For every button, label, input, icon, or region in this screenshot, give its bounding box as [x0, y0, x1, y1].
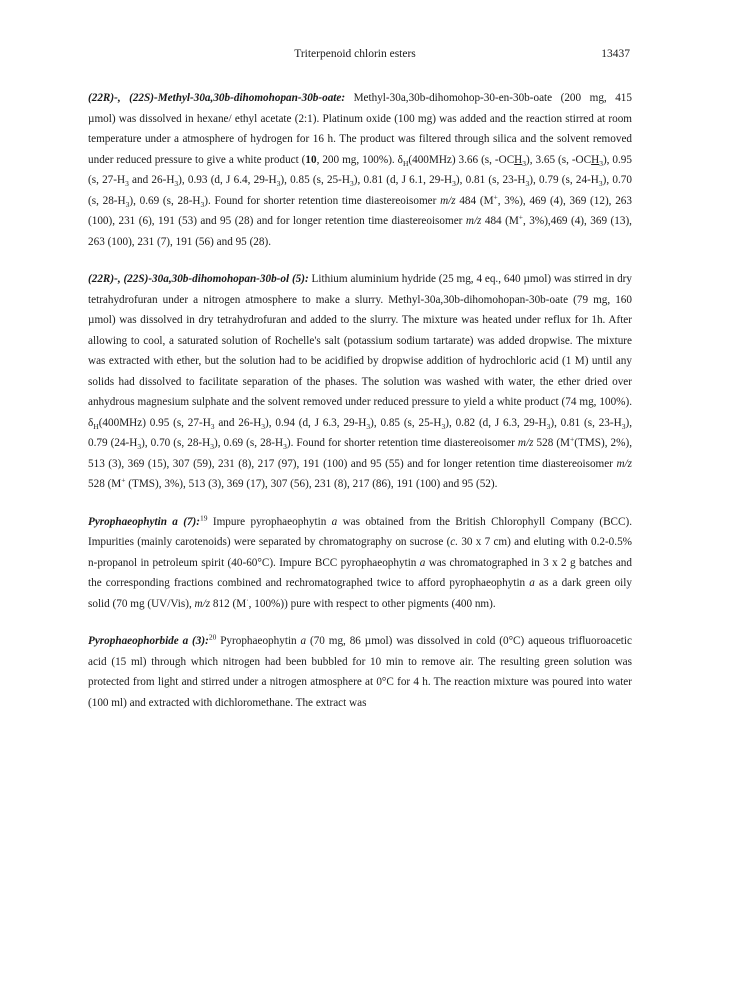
paragraph-text: ), 0.82 (d, J 6.3, 29-H — [445, 416, 547, 429]
paragraph-text: , 3%), 469 (4), 369 (12), 263 (100), 231 (6), 191 (53) and 95 (28) and for longer retention time diastereoisomer — [88, 194, 632, 227]
paragraph-text: ), 0.94 (d, J 6.3, 29-H — [265, 416, 367, 429]
subscript: 3 — [283, 442, 287, 452]
compound-number: 10 — [305, 153, 317, 166]
paragraph-text: Methyl-30a,30b-dihomohop-30-en-30b-oate (200 mg, 415 µmol) was dissolved in hexane/ ethyl acetate (2:1). Platinum oxide (100 mg) was added and the reaction stirred at room temperature under a atmosphere of hydrogen for 16 h. The product was filtered through silica and the solvent removed under reduced pressure to give a white product ( — [88, 92, 632, 166]
paragraph-pyrophaeophytin — [88, 512, 632, 615]
paragraph-text: Impure pyrophaeophytin — [207, 515, 332, 528]
paragraph-text: ), 0.95 (s, 27-H — [88, 153, 632, 186]
subscript: 3 — [174, 179, 179, 189]
paragraph-text: , 3%),469 (4), 369 (13), 263 (100), 231 (7), 191 (56) and 95 (28). — [88, 215, 632, 248]
reference-number: 20 — [208, 632, 217, 642]
paragraph-text: (400MHz) 0.95 (s, 27-H — [98, 416, 211, 429]
paragraph-methyl-dihomohopanoate — [88, 88, 632, 252]
superscript: + — [121, 475, 126, 485]
subscript: 3 — [366, 421, 371, 431]
superscript: + — [570, 434, 575, 444]
italic-text: a — [300, 635, 307, 647]
mz-label: m/z — [616, 457, 632, 470]
subscript: 3 — [546, 421, 551, 431]
paragraph-text: ), 0.69 (s, 28-H — [213, 437, 284, 449]
subscript: 3 — [621, 421, 626, 431]
page-number: 13437 — [601, 48, 630, 60]
compound-heading: Pyrophaeophytin a (7): — [88, 515, 200, 528]
superscript: · — [246, 594, 249, 604]
paragraph-text: 484 (M — [455, 194, 494, 207]
italic-text: c. — [450, 536, 459, 548]
paragraph-text: was chromatographed in 3 x 2 g batches and the corresponding fractions combined and rechromatographed twice to afford pyrophaeophytin — [88, 556, 632, 589]
paragraph-dihomohopanol — [88, 269, 632, 495]
paragraph-text: ), 0.93 (d, J 6.4, 29-H — [178, 174, 277, 186]
subscript: H — [93, 421, 99, 431]
subscript: 3 — [522, 158, 527, 168]
italic-text: a — [529, 577, 535, 589]
running-head — [80, 48, 630, 64]
paragraph-text: ), 0.81 (s, 23-H — [550, 416, 622, 429]
italic-text: a — [419, 556, 426, 569]
subscript: 3 — [125, 179, 129, 189]
subscript: 3 — [200, 199, 205, 209]
paragraph-text: ), 3.65 (s, -OC — [526, 153, 592, 166]
paragraph-text: and 26-H — [128, 174, 175, 186]
subscript: 3 — [276, 179, 281, 189]
paragraph-text: Lithium aluminium hydride (25 mg, 4 eq., 640 µmol) was stirred in dry tetrahydrofuran under a nitrogen atmosphere to make a slurry. Methyl-30a,30b-dihomohopan-30b-oate (79 mg, 160 µmol) was dissolved in dry tetrahydrofuran and added to the slurry. The mixture was heated under reflux for 1h. After allowing to cool, a saturated solution of Rochelle's salt (potassium sodium tartarate) was added dropwise. The mixture was extracted with ether, but the solution had to be acidified by dropwise addition of hydrochloric acid (1 M) until any solids had dissolved to facilitate separation of the phases. The solution was washed with water, the ether dried over anhydrous magnesium sulphate and the solvent removed under reduced pressure to yield a white product (74 mg, 100%). δ — [88, 273, 632, 429]
paragraph-text: , 200 mg, 100%). δ — [316, 153, 403, 166]
mz-label: m/z — [194, 597, 211, 610]
subscript: 3 — [525, 179, 530, 189]
paragraph-text: 30 x 7 cm) and eluting with 0.2-0.5% n-propanol in petroleum spirit (40-60°C). Impure BCC pyrophaeophytin — [88, 536, 632, 569]
paragraph-text: ), 0.85 (s, 25-H — [370, 416, 442, 429]
paragraph-text: (70 mg, 86 µmol) was dissolved in cold (0°C) aqueous trifluoroacetic acid (15 ml) through which nitrogen had been bubbled for 10 min to remove air. The resulting green solution was protected from light and stirred under a nitrogen atmosphere at 0°C for 4 h. The reaction mixture was poured into water (100 ml) and extracted with dichloromethane. The extract was — [88, 635, 632, 709]
paragraph-text: was obtained from the British Chlorophyll Company (BCC). Impurities (mainly carotenoids) were separated by chromatography on sucrose ( — [88, 515, 632, 548]
underlined-text: H — [591, 153, 600, 166]
subscript: 3 — [599, 158, 603, 168]
paragraph-text: as a dark green oily solid (70 mg (UV/Vis), — [88, 577, 632, 610]
paragraph-text: , 100%)) pure with respect to other pigments (400 nm). — [248, 597, 496, 610]
paragraph-text: ), 0.79 (24-H — [88, 416, 632, 449]
subscript: H — [402, 158, 409, 168]
paragraph-text: ), 0.70 (s, 28-H — [88, 174, 632, 207]
paragraph-text: ). Found for shorter retention time diastereoisomer — [286, 437, 518, 449]
paragraph-text: (TMS), 3%), 513 (3), 369 (17), 307 (56), 231 (8), 217 (86), 191 (100) and 95 (52). — [125, 478, 498, 490]
superscript: + — [493, 191, 498, 201]
paragraph-text: ), 0.79 (s, 24-H — [529, 174, 599, 186]
subscript: 3 — [137, 442, 142, 452]
paragraph-text: (400MHz) 3.66 (s, -OC — [408, 153, 515, 166]
subscript: 3 — [210, 442, 214, 452]
paragraph-text: ), 0.70 (s, 28-H — [141, 437, 211, 449]
subscript: 3 — [210, 421, 215, 431]
mz-label: m/z — [440, 194, 456, 207]
paragraph-text: ), 0.69 (s, 28-H — [129, 194, 201, 207]
subscript: 3 — [349, 179, 354, 189]
subscript: 3 — [598, 179, 603, 189]
paragraph-text: (TMS), 2%), 513 (3), 369 (15), 307 (59), 231 (8), 217 (97), 191 (100) and 95 (55) and for longer retention time diastereoisomer — [88, 437, 632, 470]
paragraph-pyrophaeophorbide — [88, 631, 632, 713]
paragraph-text: Pyrophaeophytin — [216, 635, 301, 647]
compound-heading: (22R)-, (22S)-30a,30b-dihomohopan-30b-ol (5): — [88, 273, 309, 285]
paragraph-text: 528 (M — [533, 437, 571, 449]
paragraph-text: 484 (M — [481, 215, 519, 227]
mz-label: m/z — [517, 437, 534, 449]
article-body — [88, 88, 632, 730]
superscript: + — [518, 212, 524, 222]
paragraph-text: ). Found for shorter retention time diastereoisomer — [204, 194, 441, 207]
subscript: 3 — [125, 199, 130, 209]
mz-label: m/z — [465, 215, 482, 227]
underlined-text: H — [514, 153, 523, 166]
paragraph-text: 528 (M — [88, 478, 122, 490]
paragraph-text: ), 0.85 (s, 25-H — [280, 174, 350, 186]
paragraph-text: ), 0.81 (d, J 6.1, 29-H — [353, 174, 453, 186]
italic-text: a — [331, 515, 338, 528]
paragraph-text: ), 0.81 (s, 23-H — [455, 174, 526, 186]
paragraph-text: 812 (M — [210, 597, 247, 610]
running-title: Triterpenoid chlorin esters — [294, 48, 416, 60]
compound-heading: Pyrophaeophorbide a (3): — [88, 635, 209, 647]
subscript: 3 — [441, 421, 446, 431]
subscript: 3 — [452, 179, 456, 189]
reference-number: 19 — [200, 512, 208, 522]
compound-heading: (22R)-, (22S)-Methyl-30a,30b-dihomohopan-30b-oate: — [88, 92, 346, 104]
paragraph-text: and 26-H — [214, 416, 262, 429]
subscript: 3 — [261, 421, 266, 431]
